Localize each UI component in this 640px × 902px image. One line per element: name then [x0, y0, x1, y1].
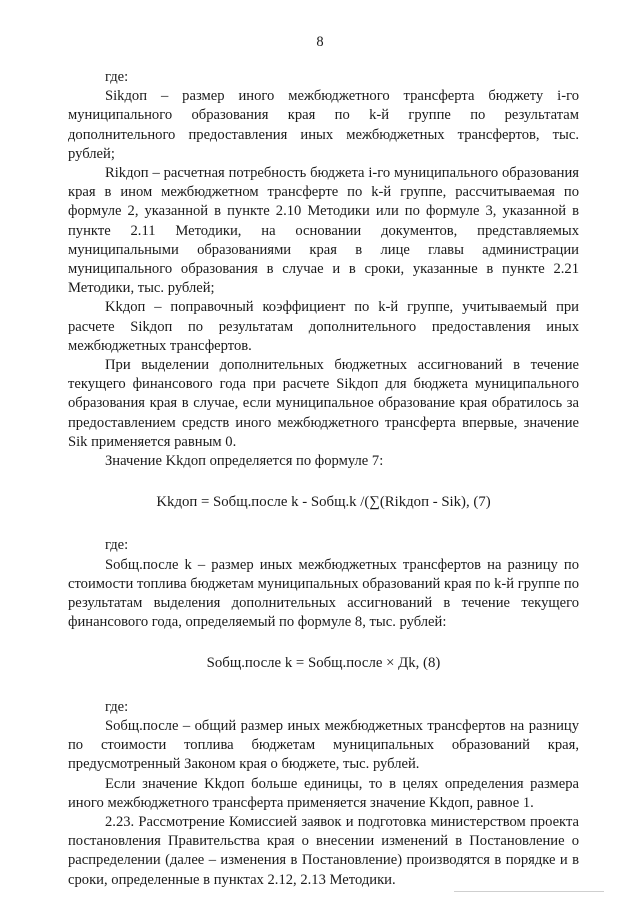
sobsh-k-definition: Sобщ.после k – размер иных межбюджетных трансфертов на разницу по стоимости топлива бюджетам муниципальных образований края по k-й группе по результатам выделения дополнительных ассигнований в течение текущего финансового года, определяемый по формуле 8, тыс. рублей:	[68, 556, 579, 631]
rikdop-definition: Rikдоп – расчетная потребность бюджета i-го муниципального образования края в ином межбюджетном трансферте по k-й группе, рассчитываемая по формуле 2, указанной в пункте 2.10 Методики или по формуле 3, указанной в пункте 2.11 Методики, на основании документов, представляемых муниципальными образованиями края в лице главы администрации муниципального образования в случае и в сроки, указанные в пункте 2.21 Методики, тыс. рублей;	[68, 165, 579, 297]
kkdop-intro: Значение Kkдоп определяется по формуле 7:	[105, 453, 384, 470]
item-2-23: 2.23. Рассмотрение Комиссией заявок и подготовка министерством проекта постановления Правительства края о внесении изменений в Постановление о распределении (далее – изменения в Постановление) производятся в порядке и в сроки, определенные в пунктах 2.12, 2.13 Методики.	[68, 813, 579, 888]
formula-7: Kkдоп = Sобщ.после k - Sобщ.k /(∑(Rikдоп - Sik), (7)	[156, 494, 491, 511]
kkdop-greater-than-one: Если значение Kkдоп больше единицы, то в целях определения размера иного межбюджетного трансферта применяется значение Kkдоп, равное 1.	[68, 775, 579, 811]
kkdop-definition: Kkдоп – поправочный коэффициент по k-й группе, учитываемый при расчете Sikдоп по результатам дополнительного предоставления иных межбюджетных трансфертов.	[68, 299, 579, 354]
where-label-2: где:	[105, 537, 129, 554]
sobsh-definition: Sобщ.после – общий размер иных межбюджетных трансфертов на разницу по стоимости топлива бюджетам муниципальных образований края, предусмотренный Законом края о бюджете, тыс. рублей.	[68, 717, 579, 773]
where-label-1: где:	[105, 69, 129, 85]
page-number: 8	[316, 34, 324, 50]
allocation-paragraph: При выделении дополнительных бюджетных ассигнований в течение текущего финансового года при расчете Sikдоп для бюджета муниципального образования края в случае, если муниципальное образование края обратилось за предоставлением средств иного межбюджетного трансферта впервые, значение Sik применяется равным 0.	[68, 357, 579, 450]
scan-edge-mark	[454, 891, 604, 892]
sikdop-definition: Sikдоп – размер иного межбюджетного трансферта бюджету i-го муниципального образования края по k-й группе по результатам дополнительного предоставления иных межбюджетных трансфертов, тыс. рублей;	[68, 88, 579, 162]
page-body	[68, 68, 579, 890]
where-label-3: где:	[105, 698, 129, 715]
formula-8: Sобщ.после k = Sобщ.после × Дk, (8)	[206, 655, 441, 672]
